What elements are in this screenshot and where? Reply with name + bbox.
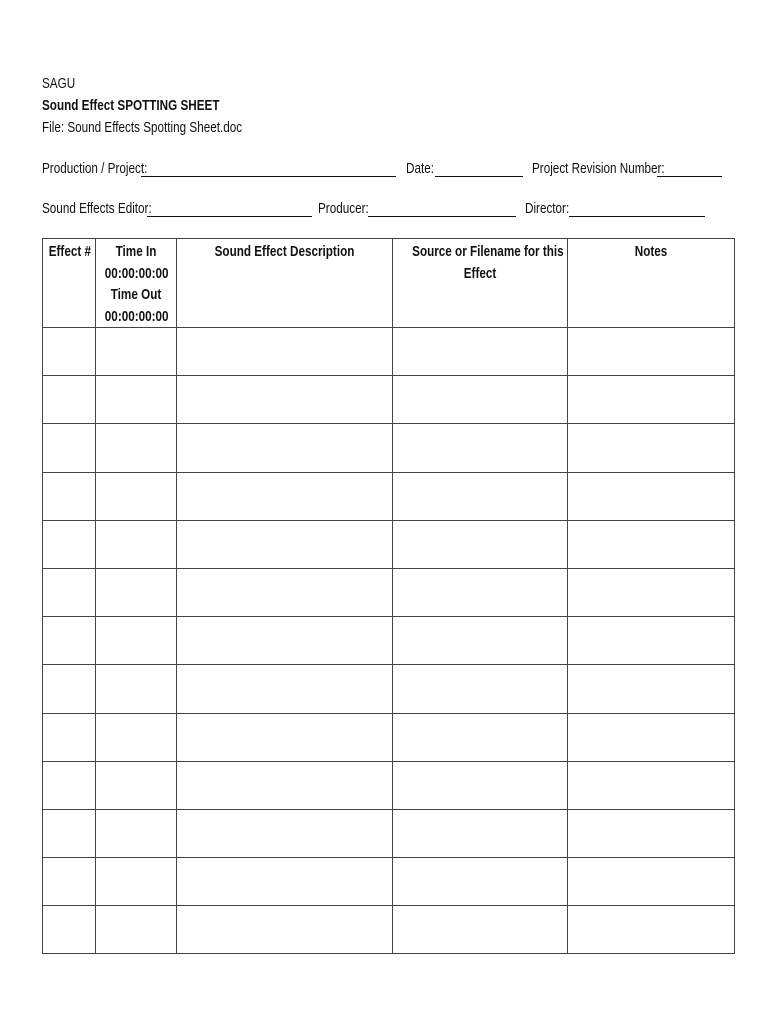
description-cell[interactable] [177, 906, 393, 954]
producer-label: Producer: [318, 200, 369, 217]
time-cell[interactable] [96, 809, 177, 857]
table-row [43, 761, 735, 809]
source-cell[interactable] [393, 906, 568, 954]
date-blank[interactable] [435, 176, 523, 177]
notes-cell[interactable] [568, 376, 735, 424]
effect-number-cell[interactable] [43, 568, 96, 616]
time-cell[interactable] [96, 906, 177, 954]
time-cell[interactable] [96, 617, 177, 665]
time-in-value: 00:00:00:00 [104, 264, 169, 282]
document-title: Sound Effect SPOTTING SHEET [42, 97, 220, 114]
production-project-label: Production / Project: [42, 160, 148, 177]
table-row [43, 906, 735, 954]
description-cell[interactable] [177, 472, 393, 520]
table-row [43, 858, 735, 906]
table-row [43, 424, 735, 472]
sound-effects-editor-blank[interactable] [147, 216, 312, 217]
description-cell[interactable] [177, 328, 393, 376]
effect-number-cell[interactable] [43, 858, 96, 906]
source-cell[interactable] [393, 520, 568, 568]
table-row [43, 713, 735, 761]
effect-number-cell[interactable] [43, 713, 96, 761]
source-cell[interactable] [393, 328, 568, 376]
source-cell[interactable] [393, 376, 568, 424]
time-cell[interactable] [96, 376, 177, 424]
table-row [43, 568, 735, 616]
notes-cell[interactable] [568, 424, 735, 472]
revision-number-label: Project Revision Number: [532, 160, 665, 177]
time-cell[interactable] [96, 858, 177, 906]
description-cell[interactable] [177, 665, 393, 713]
director-label: Director: [525, 200, 570, 217]
spotting-table [42, 238, 735, 954]
effect-number-cell[interactable] [43, 328, 96, 376]
notes-cell[interactable] [568, 858, 735, 906]
time-cell[interactable] [96, 761, 177, 809]
time-out-value: 00:00:00:00 [104, 307, 169, 325]
source-cell[interactable] [393, 665, 568, 713]
table-row [43, 809, 735, 857]
source-cell[interactable] [393, 713, 568, 761]
source-cell[interactable] [393, 424, 568, 472]
source-cell[interactable] [393, 568, 568, 616]
description-cell[interactable] [177, 761, 393, 809]
table-body [43, 328, 735, 954]
description-header: Sound Effect Description [177, 239, 393, 328]
description-cell[interactable] [177, 809, 393, 857]
date-label: Date: [406, 160, 434, 177]
producer-blank[interactable] [368, 216, 516, 217]
source-cell[interactable] [393, 472, 568, 520]
notes-cell[interactable] [568, 472, 735, 520]
time-cell[interactable] [96, 665, 177, 713]
production-project-blank[interactable] [141, 176, 396, 177]
effect-number-cell[interactable] [43, 617, 96, 665]
notes-cell[interactable] [568, 665, 735, 713]
table-header-row [43, 239, 735, 328]
effect-number-cell[interactable] [43, 665, 96, 713]
notes-header: Notes [568, 239, 735, 328]
effect-number-cell[interactable] [43, 376, 96, 424]
time-cell[interactable] [96, 472, 177, 520]
table-row [43, 665, 735, 713]
notes-cell[interactable] [568, 713, 735, 761]
notes-cell[interactable] [568, 906, 735, 954]
organization-name: SAGU [42, 75, 76, 92]
file-name-line: File: Sound Effects Spotting Sheet.doc [42, 119, 243, 136]
effect-number-cell[interactable] [43, 906, 96, 954]
effect-number-cell[interactable] [43, 761, 96, 809]
description-cell[interactable] [177, 424, 393, 472]
source-cell[interactable] [393, 809, 568, 857]
table-row [43, 472, 735, 520]
notes-cell[interactable] [568, 809, 735, 857]
description-cell[interactable] [177, 713, 393, 761]
table-row [43, 617, 735, 665]
time-in-label: Time In [115, 243, 157, 260]
description-cell[interactable] [177, 858, 393, 906]
effect-number-cell[interactable] [43, 809, 96, 857]
description-cell[interactable] [177, 568, 393, 616]
description-cell[interactable] [177, 617, 393, 665]
effect-number-cell[interactable] [43, 472, 96, 520]
effect-number-cell[interactable] [43, 424, 96, 472]
notes-cell[interactable] [568, 520, 735, 568]
time-in-out-header [96, 239, 177, 328]
description-cell[interactable] [177, 376, 393, 424]
revision-number-blank[interactable] [657, 176, 722, 177]
director-blank[interactable] [569, 216, 705, 217]
description-cell[interactable] [177, 520, 393, 568]
source-filename-header: Source or Filename for this Effect [393, 239, 568, 328]
time-cell[interactable] [96, 713, 177, 761]
notes-cell[interactable] [568, 761, 735, 809]
notes-cell[interactable] [568, 617, 735, 665]
table-row [43, 376, 735, 424]
notes-cell[interactable] [568, 568, 735, 616]
table-row [43, 520, 735, 568]
sound-effects-editor-label: Sound Effects Editor: [42, 200, 152, 217]
time-cell[interactable] [96, 568, 177, 616]
source-cell[interactable] [393, 761, 568, 809]
notes-cell[interactable] [568, 328, 735, 376]
time-cell[interactable] [96, 424, 177, 472]
effect-number-cell[interactable] [43, 520, 96, 568]
time-cell[interactable] [96, 328, 177, 376]
source-cell[interactable] [393, 617, 568, 665]
time-out-label: Time Out [110, 286, 162, 303]
source-cell[interactable] [393, 858, 568, 906]
table-row [43, 328, 735, 376]
effect-number-header: Effect # [43, 239, 96, 328]
time-cell[interactable] [96, 520, 177, 568]
